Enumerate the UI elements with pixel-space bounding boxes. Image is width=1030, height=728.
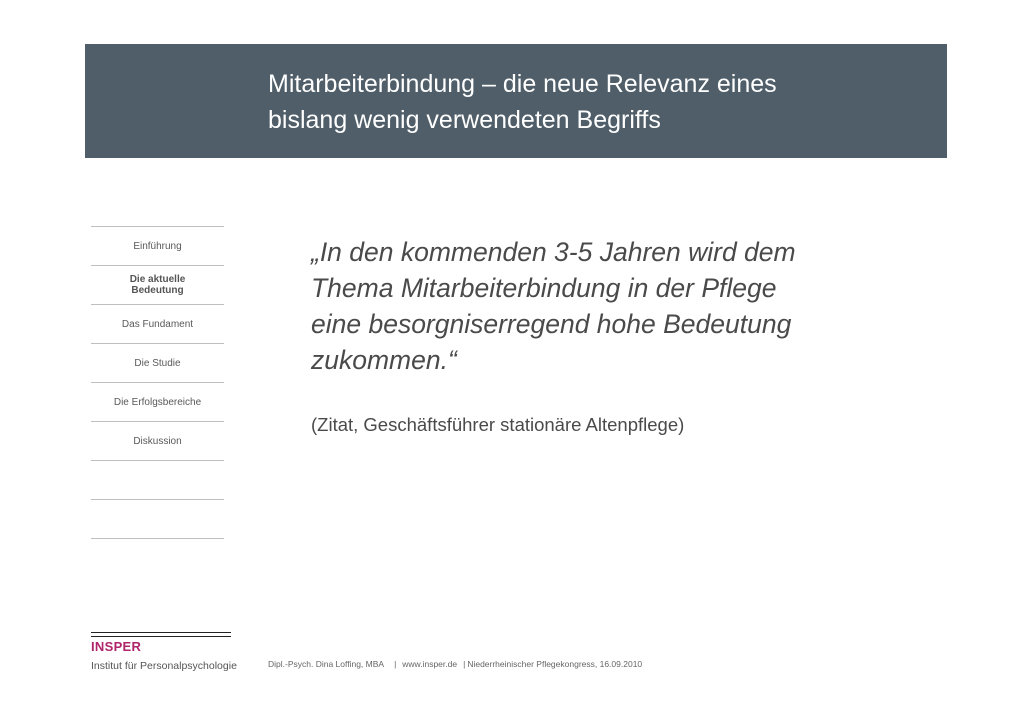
section-nav [91,226,224,539]
quote-line-3: eine besorgniserregend hohe Bedeutung [311,309,792,339]
nav-item-die-studie[interactable]: Die Studie [134,357,181,369]
footer-website[interactable]: www.insper.de [402,659,458,669]
slide-title-line-1: Mitarbeiterbindung – die neue Relevanz eines [268,70,777,98]
nav-item-die-erfolgsbereiche[interactable]: Die Erfolgsbereiche [113,396,202,408]
nav-item-empty [91,461,224,499]
logo-subtitle: Institut für Personalpsychologie [91,660,237,672]
footer-event: Niederrheinischer Pflegekongress, 16.09.2010 [467,659,643,669]
logo-rule [91,632,231,633]
quote-line-4: zukommen.“ [311,345,457,375]
footer-separator: | [463,659,466,669]
insper-logo [91,632,237,672]
nav-item-das-fundament[interactable]: Das Fundament [121,318,194,330]
nav-item-einfuehrung[interactable]: Einführung [133,240,182,252]
nav-item-diskussion[interactable]: Diskussion [133,435,182,447]
footer-author: Dipl.-Psych. Dina Loffing, MBA [268,659,385,669]
nav-divider [91,538,224,539]
nav-item-empty [91,500,224,538]
quote-source: (Zitat, Geschäftsführer stationäre Altenpflege) [311,414,685,435]
quote-line-1: „In den kommenden 3-5 Jahren wird dem [311,237,796,267]
footer-separator: | [394,659,397,669]
logo-brand: INSPER [91,639,142,654]
slide-title [268,66,777,138]
slide-title-line-2: bislang wenig verwendeten Begriffs [268,106,661,134]
quote-text [311,234,796,378]
quote-line-2: Thema Mitarbeiterbindung in der Pflege [311,273,777,303]
nav-item-die-aktuelle-bedeutung[interactable] [91,266,224,304]
logo-rule [91,636,231,637]
nav-item-label-line-1: Die aktuelle [129,274,186,285]
nav-item-label [130,274,186,296]
footer [268,659,642,669]
nav-item-label-line-2: Bedeutung [131,285,184,296]
